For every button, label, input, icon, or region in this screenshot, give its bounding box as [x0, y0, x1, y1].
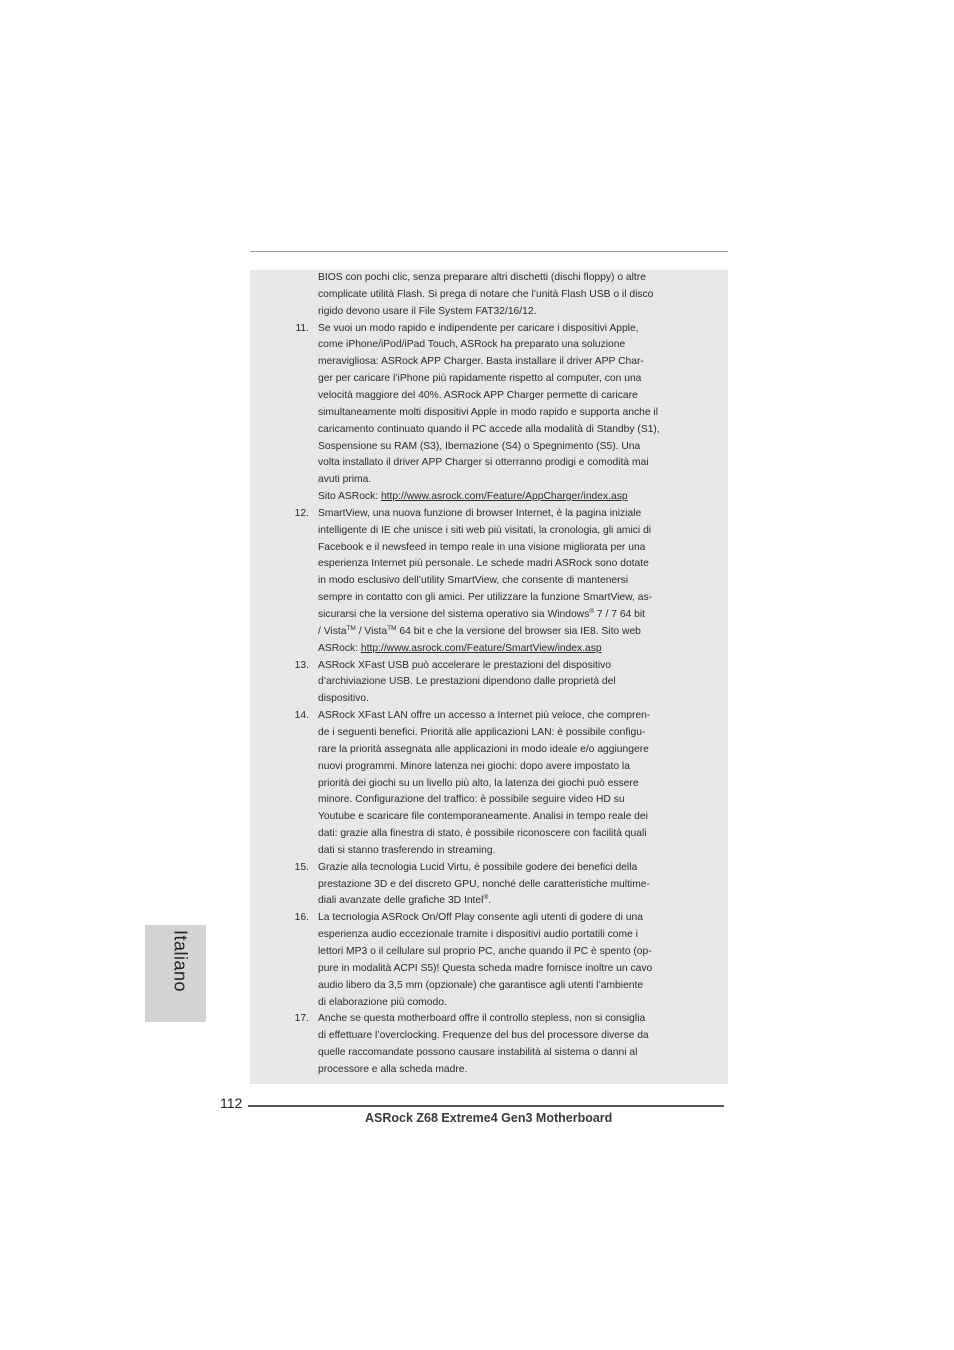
text-line: minore. Configurazione del traffico: è possibile seguire video HD su	[318, 794, 625, 806]
text-line: BIOS con pochi clic, senza preparare altri dischetti (dischi floppy) o altre	[318, 272, 646, 283]
footer-title: ASRock Z68 Extreme4 Gen3 Motherboard	[365, 1111, 613, 1125]
text-line	[318, 893, 491, 910]
text-line: audio libero da 3,5 mm (opzionale) che garantisce agli utenti l’ambiente	[318, 979, 644, 991]
text-line: de i seguenti benefici. Priorità alle applicazioni LAN: è possibile configu-	[318, 726, 646, 738]
line-part: .	[488, 895, 492, 907]
page-number: 112	[220, 1095, 243, 1111]
text-line: Grazie alla tecnologia Lucid Virtu, è possibile godere dei benefici della	[318, 861, 638, 873]
text-line: in modo esclusivo dell’utility SmartView, che consente di mantenersi	[318, 575, 629, 587]
text-line: Youtube e scaricare file contemporaneamente. Analisi in tempo reale dei	[318, 811, 648, 823]
text-line	[318, 641, 602, 658]
text-line: velocità maggiore del 40%. ASRock APP Charger permette di caricare	[318, 389, 638, 401]
text-line: dati: grazie alla finestra di stato, è possibile riconoscere con facilità quali	[318, 828, 647, 840]
text-line: volta installato il driver APP Charger si otterranno prodigi e comodità mai	[318, 457, 649, 469]
text-line	[318, 624, 641, 641]
link-prefix: ASRock:	[318, 642, 361, 654]
top-rule	[250, 251, 728, 252]
text-line: ASRock XFast LAN offre un accesso a Internet più veloce, che compren-	[318, 710, 651, 722]
text-line: dati si stanno trasferendo in streaming.	[318, 844, 496, 856]
trademark-mark: TM	[346, 624, 356, 632]
text-line: simultaneamente molti dispositivi Apple in modo rapido e supporta anche il	[318, 406, 658, 418]
text-line: caricamento continuato quando il PC accede alla modalità di Standby (S1),	[318, 423, 660, 435]
smartview-link[interactable]: http://www.asrock.com/Feature/SmartView/index.asp	[360, 642, 602, 654]
text-line: prestazione 3D e del discreto GPU, nonché delle caratteristiche multime-	[318, 878, 650, 890]
text-line: ger per caricare l’iPhone più rapidamente rispetto al computer, con una	[318, 373, 642, 385]
line-part: / Vista	[355, 625, 388, 637]
registered-mark: ®	[483, 894, 489, 902]
text-line: di effettuare l’overclocking. Frequenze del bus del processore diverse da	[318, 1030, 649, 1042]
text-line: meravigliosa: ASRock APP Charger. Basta installare il driver APP Char-	[318, 356, 644, 368]
text-line: complicate utilità Flash. Si prega di notare che l’unità Flash USB o il disco	[318, 288, 654, 300]
appcharger-link[interactable]: http://www.asrock.com/Feature/AppCharger/index.asp	[380, 491, 628, 503]
line-part: sicurarsi che la versione del sistema operativo sia Windows	[318, 609, 590, 620]
text-line: esperienza audio eccezionale tramite i dispositivi audio portatili come i	[318, 929, 638, 941]
link-prefix: Sito ASRock:	[318, 491, 381, 503]
text-line: La tecnologia ASRock On/Off Play consente agli utenti di godere di una	[318, 912, 643, 924]
language-tab-label: Italiano	[170, 929, 191, 993]
text-line: rare la priorità assegnata alle applicazioni in modo ideale e/o aggiungere	[318, 743, 649, 755]
trademark-mark: TM	[387, 624, 397, 632]
text-line: di elaborazione più comodo.	[318, 996, 447, 1008]
text-line: Facebook e il newsfeed in tempo reale in una visione migliorata per una	[318, 541, 646, 553]
text-line: sempre in contatto con gli amici. Per utilizzare la funzione SmartView, as-	[318, 592, 653, 604]
line-part: diali avanzate delle grafiche 3D Intel	[318, 895, 484, 907]
text-line: nuovi programmi. Minore latenza nei giochi: dopo avere impostato la	[318, 760, 630, 772]
bottom-rule	[248, 1105, 724, 1107]
text-line: intelligente di IE che unisce i siti web più visitati, la cronologia, gli amici di	[318, 524, 652, 536]
line-part: 64 bit e che la versione del browser sia IE8. Sito web	[396, 625, 641, 637]
text-line	[318, 607, 645, 624]
text-line: avuti prima.	[318, 474, 372, 486]
text-line	[318, 489, 628, 506]
text-line: pure in modalità ACPI S5)! Questa scheda madre fornisce inoltre un cavo	[318, 962, 653, 974]
item-number: 16.	[294, 912, 309, 924]
text-line: Sospensione su RAM (S3), Ibernazione (S4) o Spegnimento (S5). Una	[318, 440, 641, 452]
item-number: 11.	[295, 322, 309, 334]
line-part: / Vista	[318, 625, 347, 637]
text-line: Anche se questa motherboard offre il controllo stepless, non si consiglia	[318, 1013, 646, 1025]
item-number: 15.	[294, 861, 309, 873]
registered-mark: ®	[589, 608, 595, 615]
text-line: SmartView, una nuova funzione di browser Internet, è la pagina iniziale	[318, 507, 642, 519]
text-line: processore e alla scheda madre.	[318, 1063, 468, 1075]
item-number: 12.	[294, 507, 309, 519]
text-line: rigido devono usare il File System FAT32/16/12.	[318, 305, 537, 317]
text-line: come iPhone/iPod/iPad Touch, ASRock ha preparato una soluzione	[318, 339, 626, 351]
text-line: esperienza Internet più personale. Le schede madri ASRock sono dotate	[318, 558, 649, 570]
text-line: Se vuoi un modo rapido e indipendente per caricare i dispositivi Apple,	[318, 322, 639, 334]
item-number: 13.	[294, 659, 309, 671]
text-line: quelle raccomandate possono causare instabilità al sistema o danni al	[318, 1047, 638, 1059]
line-part: 7 / 7 64 bit	[594, 609, 646, 620]
content-panel	[250, 270, 728, 1084]
text-line: priorità dei giochi su un livello più alto, la latenza dei giochi può essere	[318, 777, 639, 789]
item-number: 14.	[294, 710, 309, 722]
item-number: 17.	[294, 1013, 309, 1025]
text-line: dispositivo.	[318, 693, 369, 705]
text-line: d’archiviazione USB. Le prestazioni dipendono dalle proprietà del	[318, 676, 616, 688]
text-line: lettori MP3 o il cellulare sul proprio PC, anche quando il PC è spento (op-	[318, 946, 652, 957]
text-line: ASRock XFast USB può accelerare le prestazioni del dispositivo	[318, 659, 612, 671]
